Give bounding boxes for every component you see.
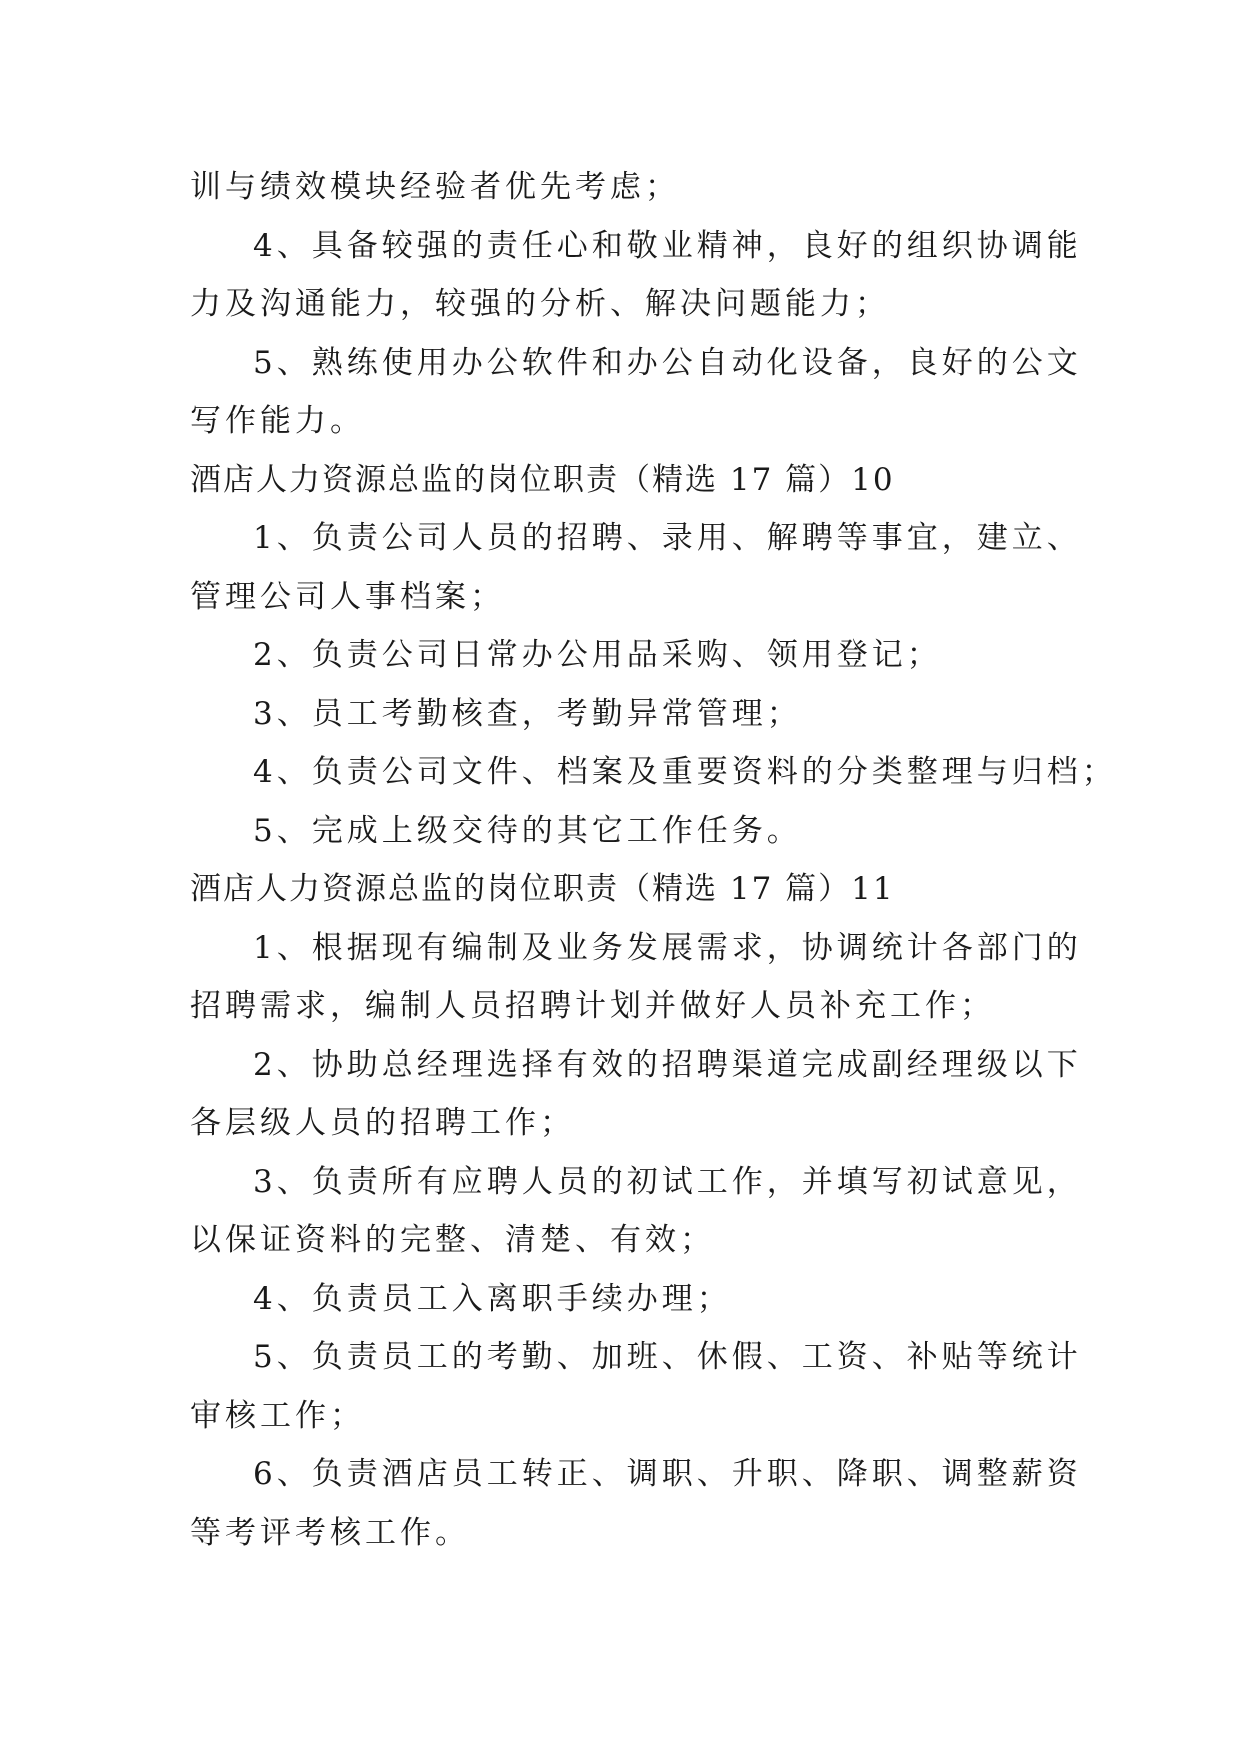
list-item-text: 2、负责公司日常办公用品采购、领用登记； [253,637,942,673]
list-item-text: 3、员工考勤核查，考勤异常管理； [253,695,802,732]
section-heading: 酒店人力资源总监的岗位职责（精选 17 篇）11 [190,871,895,907]
list-item-text: 5、熟练使用办公软件和办公自动化设备，良好的公文 [253,344,1082,381]
list-item-text: 6、负责酒店员工转正、调职、升职、降职、调整薪资 [253,1456,1082,1492]
section-heading: 酒店人力资源总监的岗位职责（精选 17 篇）10 [190,461,895,498]
list-item-text: 4、具备较强的责任心和敬业精神，良好的组织协调能 [253,227,1082,264]
text-line: 以保证资料的完整、清楚、有效； [190,1222,715,1258]
list-item-text: 2、协助总经理选择有效的招聘渠道完成副经理级以下 [253,1046,1082,1083]
list-item-text: 5、负责员工的考勤、加班、休假、工资、补贴等统计 [253,1339,1082,1375]
text-line: 等考评考核工作。 [190,1514,470,1551]
document-body [190,158,1117,1562]
text-line: 招聘需求，编制人员招聘计划并做好人员补充工作； [190,988,995,1024]
list-item-text: 4、负责公司文件、档案及重要资料的分类整理与归档； [253,754,1117,790]
list-item-text: 5、完成上级交待的其它工作任务。 [253,812,802,849]
text-line: 管理公司人事档案； [190,578,505,615]
text-line: 力及沟通能力，较强的分析、解决问题能力； [190,286,890,322]
text-line: 各层级人员的招聘工作； [190,1105,575,1141]
list-item-text: 1、根据现有编制及业务发展需求，协调统计各部门的 [253,929,1082,966]
text-line: 审核工作； [190,1397,365,1434]
list-item-text: 4、负责员工入离职手续办理； [253,1280,732,1317]
list-item-text: 3、负责所有应聘人员的初试工作，并填写初试意见， [253,1163,1082,1200]
text-line: 训与绩效模块经验者优先考虑； [190,169,680,205]
text-line: 写作能力。 [190,403,365,439]
list-item-text: 1、负责公司人员的招聘、录用、解聘等事宜，建立、 [253,520,1082,556]
